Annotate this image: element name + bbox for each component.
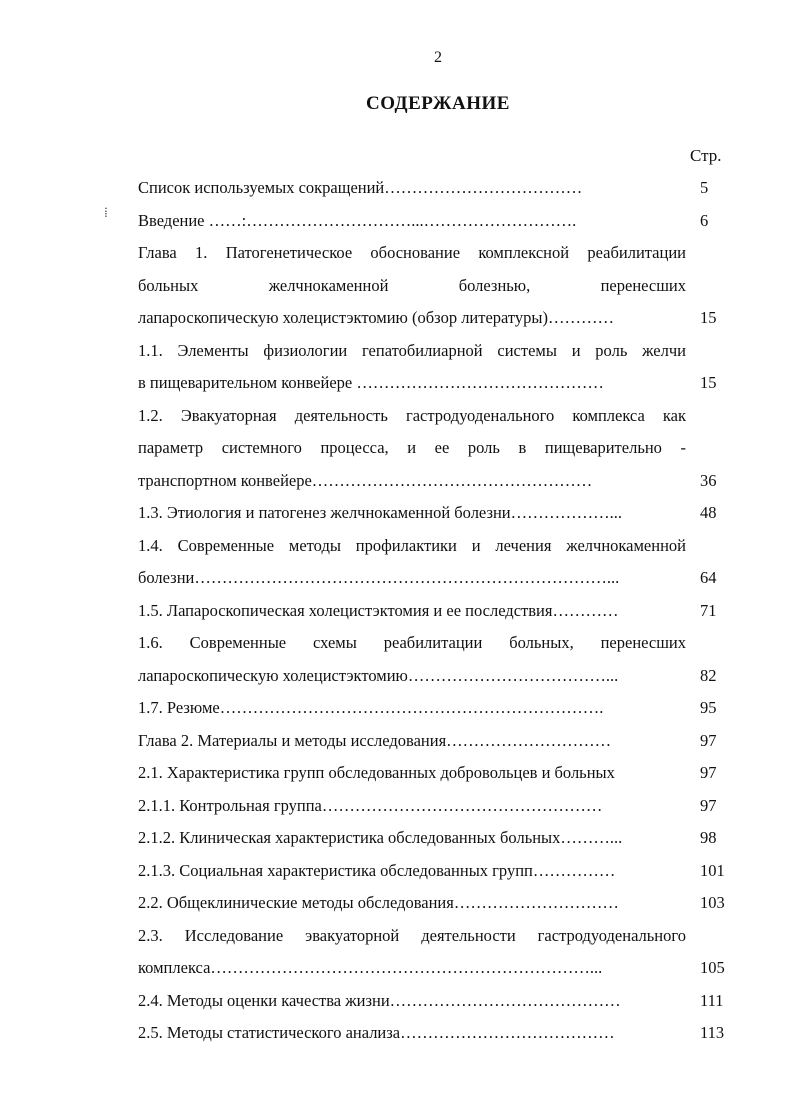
- toc-entry: [138, 1017, 728, 1050]
- page-title: СОДЕРЖАНИЕ: [366, 93, 510, 114]
- toc-entry-text: лапароскопическую холецистэктомию (обзор литературы)…………: [138, 308, 615, 327]
- toc-entry-page: 97: [700, 730, 717, 750]
- page-column-label: Стр.: [690, 146, 722, 165]
- toc-entry: [138, 530, 728, 563]
- toc-entry: [138, 400, 728, 433]
- toc-entry: [138, 725, 728, 758]
- toc-entry: [138, 497, 728, 530]
- toc-entry-text: Введение ……:…………………………...……………………….: [138, 210, 577, 230]
- toc-entry-page: 103: [700, 893, 725, 912]
- toc-entry: [138, 465, 728, 498]
- margin-mark: ⁞: [104, 206, 108, 221]
- toc-entry-text: 2.4. Методы оценки качества жизни……………………………………: [138, 990, 621, 1010]
- toc-entry: [138, 985, 728, 1018]
- toc-entry-text: 2.1.1. Контрольная группа……………………………………………: [138, 795, 603, 815]
- toc-entry-page: 97: [700, 763, 717, 782]
- toc-entry-text: 1.2. Эвакуаторная деятельность гастродуоденального комплекса как: [138, 405, 686, 425]
- toc-entry-page: 71: [700, 600, 717, 620]
- toc-entry: [138, 790, 728, 823]
- toc-entry-text: транспортном конвейере……………………………………………: [138, 470, 593, 490]
- toc-entry: [138, 595, 728, 628]
- toc-entry-page: 97: [700, 795, 717, 815]
- toc-entry-text: 2.1.3. Социальная характеристика обследованных групп……………: [138, 860, 616, 880]
- toc-entry-text: болезни…………………………………………………………………...: [138, 568, 620, 587]
- page-number: 2: [434, 49, 442, 66]
- toc-entry: [138, 855, 728, 888]
- toc-entry-text: Список используемых сокращений………………………………: [138, 178, 583, 197]
- toc-entry-page: 113: [700, 1023, 725, 1042]
- toc-entry-text: 1.5. Лапароскопическая холецистэктомия и ее последствия…………: [138, 600, 619, 620]
- toc-entry-text: 1.6. Современные схемы реабилитации больных, перенесших: [138, 633, 686, 652]
- toc-entry-text: 1.1. Элементы физиологии гепатобилиарной системы и роль желчи: [138, 340, 686, 360]
- toc-entry-text: 1.3. Этиология и патогенез желчнокаменной болезни………………...: [138, 503, 623, 522]
- toc-entry: [138, 270, 728, 303]
- toc-entry: [138, 920, 728, 953]
- toc-entry: [138, 627, 728, 660]
- toc-entry-text: 2.1.2. Клиническая характеристика обследованных больных………...: [138, 828, 623, 847]
- toc-entry-text: параметр системного процесса, и ее роль в пищеварительно -: [138, 438, 686, 457]
- toc-entry-page: 64: [700, 568, 717, 587]
- toc-entry-text: 2.3. Исследование эвакуаторной деятельности гастродуоденального: [138, 925, 686, 945]
- toc-entry: [138, 660, 728, 693]
- toc-entry-text: 2.2. Общеклинические методы обследования…………………………: [138, 893, 619, 912]
- toc-entry-page: 15: [700, 308, 717, 327]
- toc-entry: [138, 757, 728, 790]
- toc-entry: [138, 367, 728, 400]
- toc-entry-page: 98: [700, 828, 717, 847]
- toc-entry: [138, 335, 728, 368]
- toc-entry-page: 101: [700, 860, 725, 880]
- toc-entry: [138, 692, 728, 725]
- toc-entry-page: 15: [700, 373, 717, 392]
- toc-entry-page: 6: [700, 210, 709, 230]
- toc-entry-text: в пищеварительном конвейере ………………………………………: [138, 373, 604, 392]
- toc-entry-page: 48: [700, 503, 717, 522]
- toc-entry: [138, 302, 728, 335]
- table-of-contents: [138, 172, 728, 1050]
- toc-entry-page: 5: [700, 178, 709, 197]
- toc-entry-text: лапароскопическую холецистэктомию………………………………...: [138, 665, 619, 685]
- toc-entry-text: 2.5. Методы статистического анализа…………………………………: [138, 1023, 615, 1042]
- toc-entry-text: 1.4. Современные методы профилактики и лечения желчнокаменной: [138, 535, 686, 555]
- toc-entry: [138, 237, 728, 270]
- toc-entry-text: больных желчнокаменной болезнью, перенесших: [138, 275, 686, 295]
- toc-entry: [138, 822, 728, 855]
- toc-entry-page: 105: [700, 958, 725, 977]
- toc-entry: [138, 887, 728, 920]
- toc-entry-text: 1.7. Резюме…………………………………………………………….: [138, 698, 604, 717]
- toc-entry-page: 95: [700, 698, 717, 717]
- toc-entry: [138, 432, 728, 465]
- toc-entry-page: 111: [700, 990, 724, 1010]
- toc-entry-page: 36: [700, 470, 717, 490]
- toc-entry: [138, 172, 728, 205]
- toc-entry: [138, 562, 728, 595]
- toc-entry: [138, 952, 728, 985]
- toc-entry-text: Глава 2. Материалы и методы исследования…………………………: [138, 730, 612, 750]
- toc-entry-text: Глава 1. Патогенетическое обоснование комплексной реабилитации: [138, 243, 686, 262]
- toc-entry-page: 82: [700, 665, 717, 685]
- toc-entry-text: комплекса……………………………………………………………...: [138, 958, 603, 977]
- toc-entry-text: 2.1. Характеристика групп обследованных добровольцев и больных: [138, 763, 615, 782]
- toc-entry: [138, 205, 728, 238]
